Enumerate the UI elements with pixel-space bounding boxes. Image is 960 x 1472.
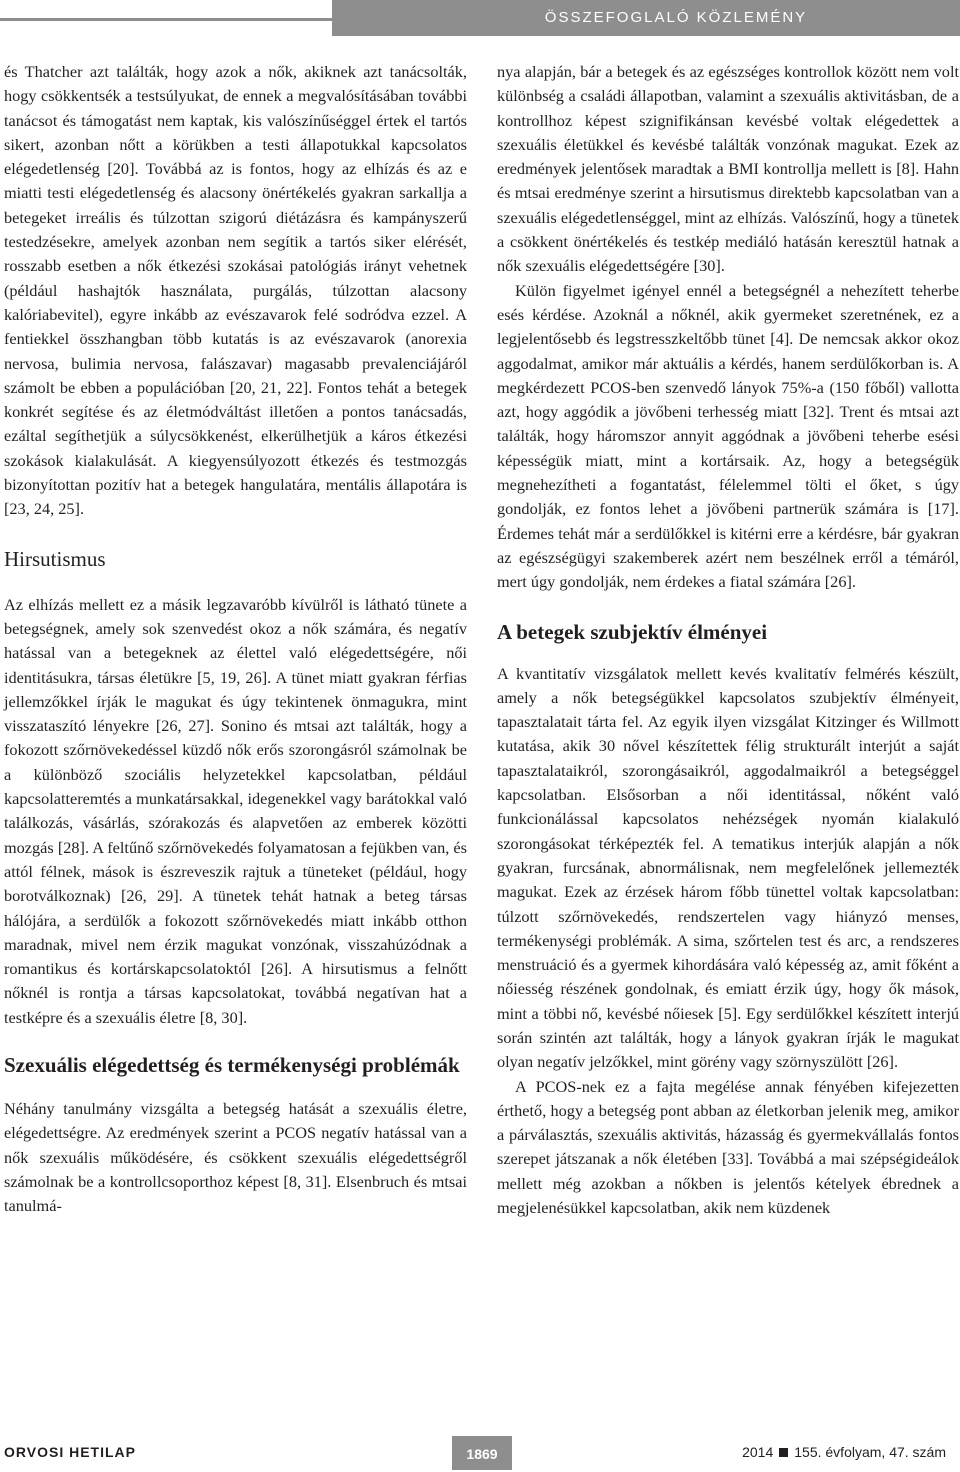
heading-betegek: A betegek szubjektív élményei (497, 619, 768, 644)
left-column (4, 60, 467, 1218)
footer (0, 1436, 960, 1470)
separator-square-icon (779, 1448, 788, 1457)
page-number: 1869 (452, 1436, 512, 1470)
top-banner (0, 0, 960, 36)
right-paragraph-2: Külön figyelmet igényel ennél a betegségnél a nehezített teherbe esés kérdése. Azoknál a nőknél, akik gyermeket szeretnének, ez a legjelentősebb és legstresszkeltőbb tünet [4]. De nemcsak akkor okoz aggodalmat, amikor már aktuális a kérdés, hanem serdülőkorban is. A megkérdezett PCOS-ben szenvedő lányok 75%-a (150 főből) vallotta azt, hogy aggódik a jövőbeni terhesség miatt [32]. Trent és mtsai azt találták, hogy háromszor annyit aggódnak a jövőbeni teherbe esési képességük miatt, mint a kortársaik. Az, hogy a betegségük megnehezítheti a fogantatást, félelemmel tölti el őket, s úgy gondolják, ez fontos lehet a jövőbeni partnerük számára is [17]. Érdemes tehát már a serdülőkkel is kitérni erre a kérdésre, bár gyakran az egészségügyi szakemberek azért nem beszélnek erről a témáról, mert úgy gondolják, nem érdekes a fiatal számára [26]. (497, 280, 959, 592)
left-paragraph-1: és Thatcher azt találták, hogy azok a nők, akiknek azt tanácsolták, hogy csökkentsék a testsúlyukat, de ennek a megvalósításában további tanácsot és támogatást nem kaptak, kis valószínűséggel értek el tartós sikert, azonban nőtt a körükben a testi állapotukkal kapcsolatos elégedetlenség [20]. Továbbá az is fontos, hogy az elhízás és az e miatti testi elégedetlenség és alacsony önértékelés gyakran sarkallja a betegeket irreális és túlzottan szigorú diétázásra és kampányszerű testedzésekre, amelyek azonban nem segítik a tartós siker elérését, rosszabb esetben a nők étkezési szokásai patológiás irányt vehetnek (például hashajtók használata, purgálás, túlzottan alacsony kalóriabevitel), egyre inkább az evészavarok felé sodródva ezzel. A fentiekkel összhangban több kutatás is az evészavarok (anorexia nervosa, bulimia nervosa, falászavar) magasabb prevalenciájáról számolt be ebben a populációban [20, 21, 22]. Fontos tehát a betegek konkrét segítése és az életmódváltást illetően a pontos tanácsadás, ezáltal segíthetjük a súlycsökkenést, elkerülhetjük a káros étkezési szokások kialakulását. A kiegyensúlyozott étkezés és testmozgás bizonyítottan pozitív hat a betegek hangulatára, mentális állapotára is [23, 24, 25]. (4, 62, 467, 519)
right-paragraph-3: A kvantitatív vizsgálatok mellett kevés kvalitatív felmérés készült, amely a nők betegségükkel kapcsolatos szubjektív élményeit, tapasztalatait tárta fel. Az egyik ilyen vizsgálat Kitzinger és Willmott kutatása, akik 30 nővel készítettek félig strukturált interjút a saját tapasztalataikról, szorongásaikról, aggodalmaikról a betegséggel kapcsolatban. Elsősorban a női identitással, nőként való funkcionálással kapcsolatos nehézségek nyomán kialakuló szorongásokat térképezték fel. A tematikus interjúk alapján a nők gyakran, furcsának, abnormálisnak, nem megfelelőnek jellemezték magukat. Ezek az érzések három főbb tünettel voltak kapcsolatban: túlzott szőrnövekedés, rendszertelen vagy hiányzó menses, termékenységi problémák. A sima, szőrtelen test és arc, a rendszeres menstruáció és a gyermek kihordására való képesség az, amit főként a nőiesség részének gondolnak, és emiatt érzik úgy, hogy ők mások, mint a többi nő, kevésbé nőiesek [5]. Egy serdülőkkel készített interjú során szintén azt találták, hogy a lányok gyakran írják le magukat olyan negatív jelzőkkel, mint görény vagy szörnyszülött [26]. (497, 663, 959, 1072)
right-paragraph-4: A PCOS-nek ez a fajta megélése annak fényében kifejezetten érthető, hogy a betegség pont abban az életkorban jelenik meg, amikor a párválasztás, szexuális aktivitás, házasság és gyermekvállalás fontos szerepet játszanak a nők életében [33]. Továbbá a mai szépségideálok mellett még azokban a nőkben is jelentős kételyek ébrednek a megjelenésükkel kapcsolatban, akik nem küzdenek (497, 1076, 959, 1218)
heading-hirsutismus: Hirsutismus (4, 546, 106, 571)
issue-info (742, 1444, 946, 1460)
issue-volume: 155. évfolyam, 47. szám (794, 1444, 946, 1460)
right-column (497, 60, 959, 1220)
left-paragraph-3: Néhány tanulmány vizsgálta a betegség hatását a szexuális életre, elégedettségre. Az eredmények szerint a PCOS negatív hatással van a nők szexuális működésére, és csökkent szexuális elégedettségről számolnak be a kontrollcsoporthoz képest [8, 31]. Elsenbruch és mtsai tanulmá- (4, 1098, 467, 1216)
right-paragraph-1: nya alapján, bár a betegek és az egészséges kontrollok között nem volt különbség a családi állapotban, valamint a szexuális aktivitásban, de a kontrollhoz képest szignifikánsan kevésbé voltak elégedettek a szexuális életükkel és kevésbé találták vonzónak magukat. Ezek az eredmények jelentősek maradtak a BMI kontrollja mellett is [8]. Hahn és mtsai eredménye szerint a hirsutismus direktebb kapcsolatban van a szexuális elégedetlenséggel, mint az elhízás. Valószínű, hogy a tünetek a csökkent önértékelés és testkép mediáló hatásán keresztül hatnak a nők szexuális elégedettségére [30]. (497, 62, 959, 276)
journal-name: ORVOSI HETILAP (4, 1444, 136, 1460)
section-label: ÖSSZEFOGLALÓ KÖZLEMÉNY (332, 0, 960, 36)
issue-year: 2014 (742, 1444, 774, 1460)
left-paragraph-2: Az elhízás mellett ez a másik legzavaróbb kívülről is látható tünete a betegségnek, amely sok szenvedést okoz a nők számára, és negatív hatással van a betegeknek az élettel való elégedettségére, női identitásukra, társas életükre [5, 19, 26]. A tünet miatt gyakran férfias jellemzőkkel írják le magukat és úgy tekintenek önmagukra, mint visszataszító lényekre [26, 27]. Sonino és mtsai azt találták, hogy a fokozott szőrnövekedéssel küzdő nők erős szorongásról számolnak be a különböző szociális helyzetekkel kapcsolatban, például kapcsolatteremtés a munkatársakkal, idegenekkel vagy barátokkal való találkozás, vásárlás, szórakozás és alapvetően az emberek közötti mozgás [28]. A feltűnő szőrnövekedés folyamatosan a fejükben van, és attól félnek, mások is észreveszik rajtuk a tüneteket (például, hogy borotválkoznak) [26, 29]. A tünetek tehát hatnak a beteg társas hálójára, a serdülők a fokozott szőrnövekedés miatt inkább otthon maradnak, mivel nem érzik magukat vonzónak, visszahúzódnak a romantikus és kortárskapcsolatoktól [26]. A hirsutismus a felnőtt nőknél is rontja a társas kapcsolatokat, továbbá negatívan hat a testképre és a szexuális életre [8, 30]. (4, 594, 467, 1027)
banner-rule (0, 18, 332, 21)
heading-szexualis: Szexuális elégedettség és termékenységi problémák (4, 1052, 460, 1077)
